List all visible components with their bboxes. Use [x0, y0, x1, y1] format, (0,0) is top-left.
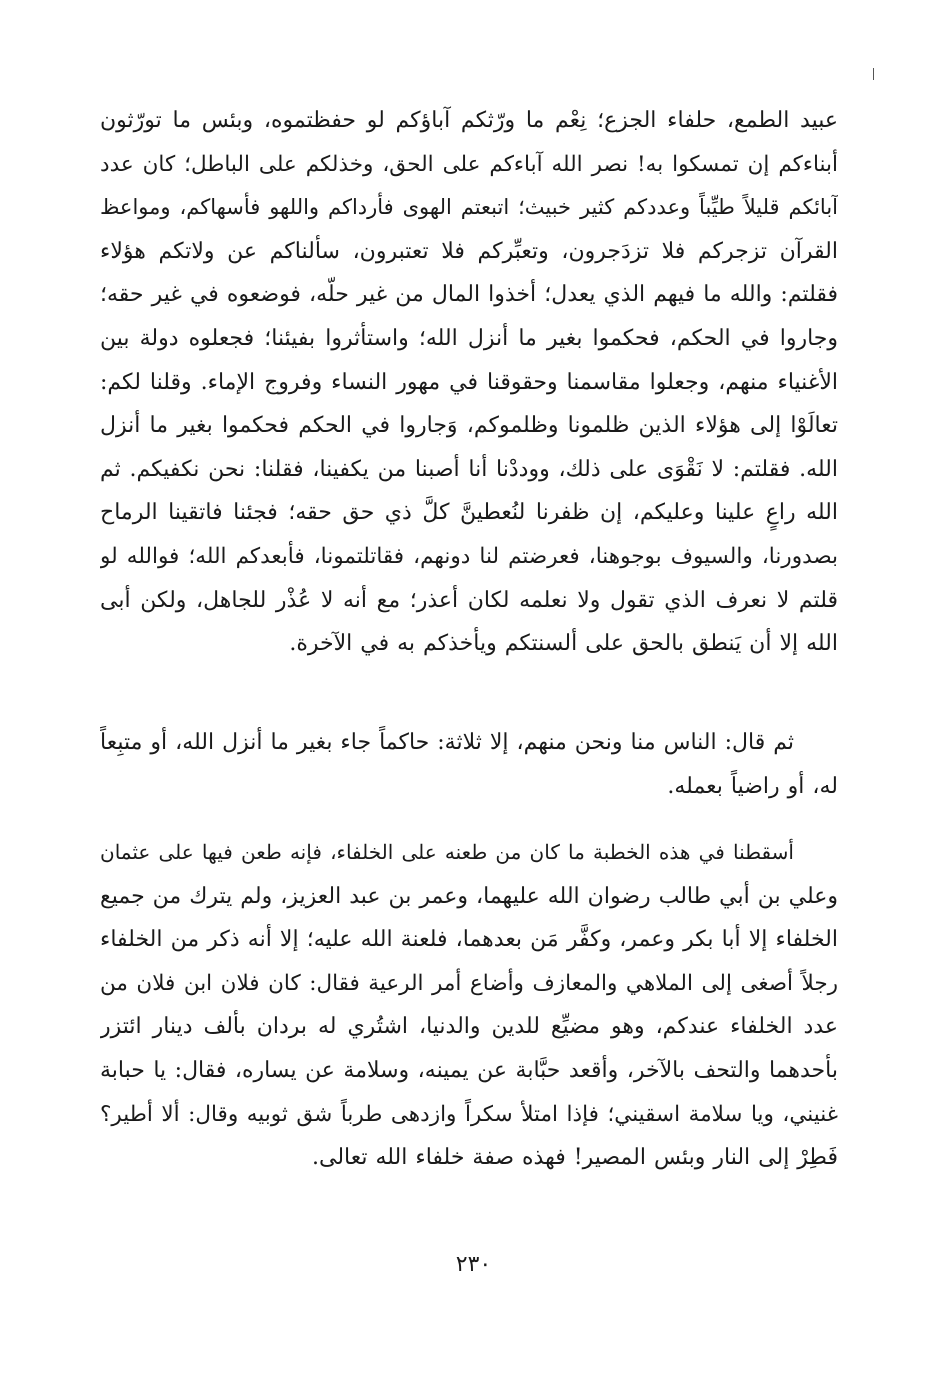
- text-line: وجاروا في الحكم، فحكموا بغير ما أنزل الله؛ واستأثروا بفيئنا؛ فجعلوه دولة بين: [100, 325, 838, 351]
- text-line: أسقطنا في هذه الخطبة ما كان من طعنه على الخلفاء، فإنه طعن فيها على عثمان: [100, 840, 794, 864]
- text-line: ثم قال: الناس منا ونحن منهم، إلا ثلاثة: حاكماً جاء بغير ما أنزل الله، أو متبِعاً: [100, 730, 794, 755]
- page-number: ٢٣٠: [455, 1252, 492, 1277]
- text-line: الله. فقلتم: لا نَقْوَى على ذلك، ووددْنا أنا أصبنا من يكفينا، فقلنا: نحن نكفيكم. ثم: [100, 456, 838, 482]
- text-line: بصدورنا، والسيوف بوجوهنا، فعرضتم لنا دونهم، فقاتلتمونا، فأبعدكم الله؛ فوالله لو: [100, 543, 838, 569]
- text-line: الله إلا أن يَنطق بالحق على ألسنتكم ويأخذكم به في الآخرة.: [289, 631, 838, 657]
- margin-mark: [873, 68, 874, 80]
- text-line: فقلتم: والله ما فيهم الذي يعدل؛ أخذوا المال من غير حلّه، فوضعوه في غير حقه؛: [100, 282, 838, 308]
- text-line: عدد الخلفاء عندكم، وهو مضيِّع للدين والدنيا، اشتُري له بردان بألف دينار ائتزر: [100, 1014, 838, 1040]
- text-line: الله راعٍ علينا وعليكم، إن ظفرنا لنُعطينَّ كلَّ ذي حق حقه؛ فجئنا فاتقينا الرماح: [100, 500, 838, 526]
- text-line: غنيني، ويا سلامة اسقيني؛ فإذا امتلأ سكراً وازدهى طرباً شق ثوبيه وقال: ألا أطير؟: [100, 1101, 838, 1127]
- text-line: فَطِرْ إلى النار وبئس المصير! فهذه صفة خلفاء الله تعالى.: [312, 1145, 838, 1171]
- text-line: أبناءكم إن تمسكوا به! نصر الله آباءكم على الحق، وخذلكم على الباطل؛ كان عدد: [100, 151, 838, 177]
- text-line: آبائكم قليلاً طيِّباً وعددكم كثير خبيث؛ اتبعتم الهوى فأرداكم واللهو فأسهاكم، ومواعظ: [100, 195, 838, 220]
- text-line: وعلي بن أبي طالب رضوان الله عليهما، وعمر بن عبد العزيز، ولم يترك من جميع: [100, 883, 838, 909]
- text-line: بأحدهما والتحف بالآخر، وأقعد حبَّابة عن يمينه، وسلامة عن يساره، فقال: يا حبابة: [100, 1057, 838, 1083]
- text-line: الخلفاء إلا أبا بكر وعمر، وكفَّر مَن بعدهما، فلعنة الله عليه؛ إلا أنه ذكر من الخلفاء: [100, 927, 838, 953]
- paragraph-1: [100, 99, 838, 666]
- text-line: تعالَوْا إلى هؤلاء الذين ظلمونا وظلموكم، وَجاروا في الحكم فحكموا بغير ما أنزل: [100, 413, 838, 439]
- text-line: الأغنياء منهم، وجعلوا مقاسمنا وحقوقنا في مهور النساء وفروج الإماء. وقلنا لكم:: [100, 369, 838, 395]
- paragraph-3: [100, 831, 838, 1180]
- text-line: قلتم لا نعرف الذي تقول ولا نعلمه لكان أعذر؛ مع أنه لا عُذْر للجاهل، ولكن أبى: [100, 587, 838, 613]
- text-line: القرآن تزجركم فلا تزدَجرون، وتعبِّركم فلا تعتبرون، سألناكم عن ولاتكم هؤلاء: [100, 238, 838, 264]
- text-line: عبيد الطمع، حلفاء الجزع؛ نِعْم ما ورّثكم آباؤكم لو حفظتموه، وبئس ما تورّثون: [100, 108, 838, 133]
- text-line: له، أو راضياً بعمله.: [667, 773, 838, 799]
- paragraph-2: [100, 721, 838, 808]
- text-line: رجلاً أصغى إلى الملاهي والمعازف وأضاع أمر الرعية فقال: كان فلان ابن فلان من: [100, 970, 838, 996]
